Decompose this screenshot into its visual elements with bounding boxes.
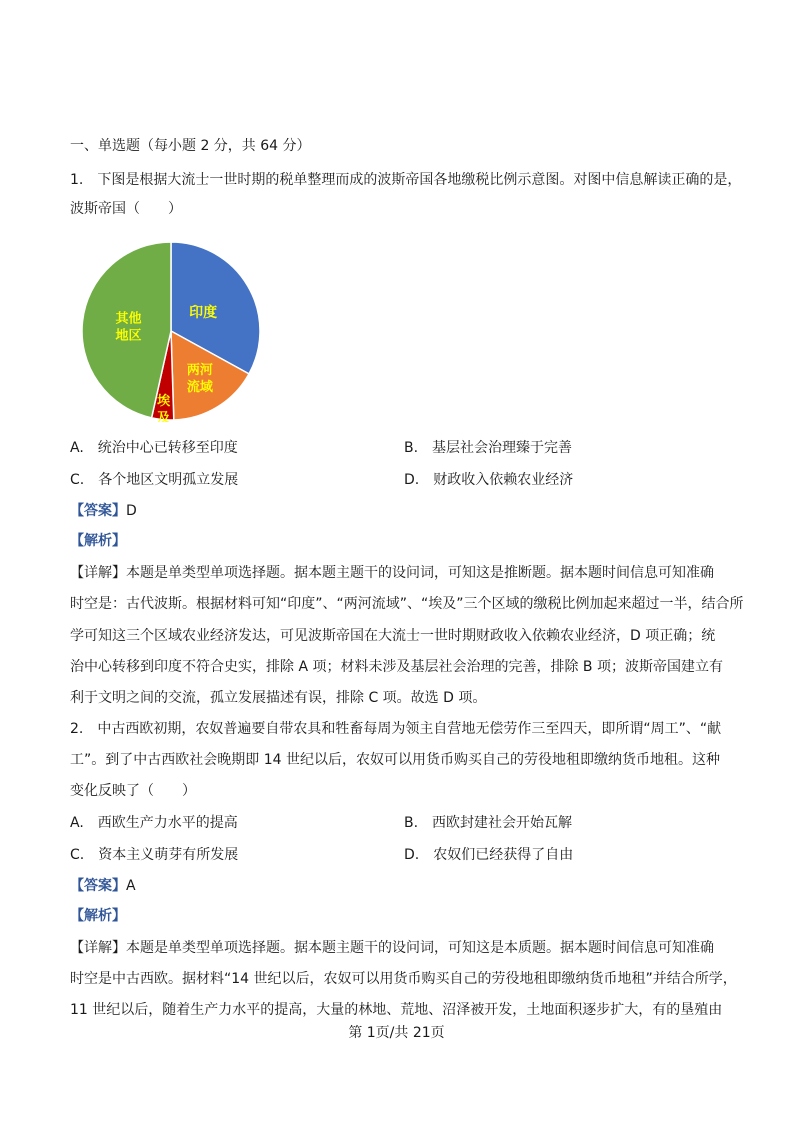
q2-detail-line1: [70, 938, 714, 958]
q1-answer-value: D: [126, 503, 137, 519]
q1-detail-label: 【详解】: [70, 565, 126, 581]
q2-detail-line2: 时空是中古西欧。据材料“14 世纪以后，农奴可以用货币购买自己的劳役地租即缴纳货币地租”并结合所学，: [70, 971, 737, 987]
q1-detail-line5: 利于文明之间的交流，孤立发展描述有误，排除 C 项。故选 D 项。: [70, 690, 487, 706]
pie-slice-label: 其他地区: [115, 311, 142, 344]
page-footer: 第 1页/共 21页: [348, 1025, 445, 1041]
q2-option-d: D. 农奴们已经获得了自由: [404, 847, 574, 863]
q2-option-a: A. 西欧生产力水平的提高: [70, 815, 238, 831]
q1-detail-text: 本题是单类型单项选择题。据本题主题干的设问词，可知这是推断题。据本题时间信息可知准确: [126, 565, 714, 581]
q1-option-a: A. 统治中心已转移至印度: [70, 440, 238, 456]
pie-slice-label: 两河流域: [186, 363, 213, 396]
pie-chart: [80, 240, 262, 422]
q2-answer-value: A: [126, 878, 136, 894]
pie-slice-label: 印度: [189, 304, 218, 321]
q1-option-c: C. 各个地区文明孤立发展: [70, 472, 239, 488]
q2-stem-line2: 工”。到了中古西欧社会晚期即 14 世纪以后，农奴可以用货币购买自己的劳役地租即缴纳货币地租。这种: [70, 752, 720, 768]
q2-detail-label: 【详解】: [70, 940, 126, 956]
q2-answer-label: 【答案】: [70, 878, 126, 894]
q2-option-b: B. 西欧封建社会开始瓦解: [404, 815, 573, 831]
q1-option-d: D. 财政收入依赖农业经济: [404, 472, 574, 488]
q2-answer: [70, 876, 136, 896]
pie-slice-label: 埃及: [157, 394, 171, 422]
q2-stem-line1: 2. 中古西欧初期，农奴普遍要自带农具和牲畜每周为领主自营地无偿劳作三至四天，即所谓“周工”、“献: [70, 721, 722, 737]
q1-analysis-label: 【解析】: [70, 533, 126, 549]
section-title: 一、单选题（每小题 2 分，共 64 分）: [70, 138, 311, 154]
q1-answer-label: 【答案】: [70, 503, 126, 519]
q2-detail-text: 本题是单类型单项选择题。据本题主题干的设问词，可知这是本质题。据本题时间信息可知准确: [126, 940, 714, 956]
q1-detail-line1: [70, 563, 714, 583]
pie-chart-svg: [80, 240, 262, 422]
q1-stem-line1: 1. 下图是根据大流士一世时期的税单整理而成的波斯帝国各地缴税比例示意图。对图中信息解读正确的是，: [70, 172, 742, 188]
q1-detail-line3: 学可知这三个区域农业经济发达，可见波斯帝国在大流士一世时期财政收入依赖农业经济，D 项正确；统: [70, 628, 716, 644]
q2-stem-line3: 变化反映了（ ）: [70, 783, 196, 799]
q2-detail-line3: 11 世纪以后，随着生产力水平的提高，大量的林地、荒地、沼泽被开发，土地面积逐步扩大，有的垦殖由: [70, 1002, 723, 1018]
q2-option-c: C. 资本主义萌芽有所发展: [70, 847, 239, 863]
q1-stem-line2: 波斯帝国（ ）: [70, 201, 182, 217]
q1-answer: [70, 501, 137, 521]
q2-analysis-label: 【解析】: [70, 908, 126, 924]
q1-option-b: B. 基层社会治理臻于完善: [404, 440, 573, 456]
q1-detail-line2: 时空是：古代波斯。根据材料可知“印度”、“两河流域”、“埃及”三个区域的缴税比例加起来超过一半，结合所: [70, 596, 744, 612]
q1-detail-line4: 治中心转移到印度不符合史实，排除 A 项；材料未涉及基层社会治理的完善，排除 B 项；波斯帝国建立有: [70, 659, 723, 675]
